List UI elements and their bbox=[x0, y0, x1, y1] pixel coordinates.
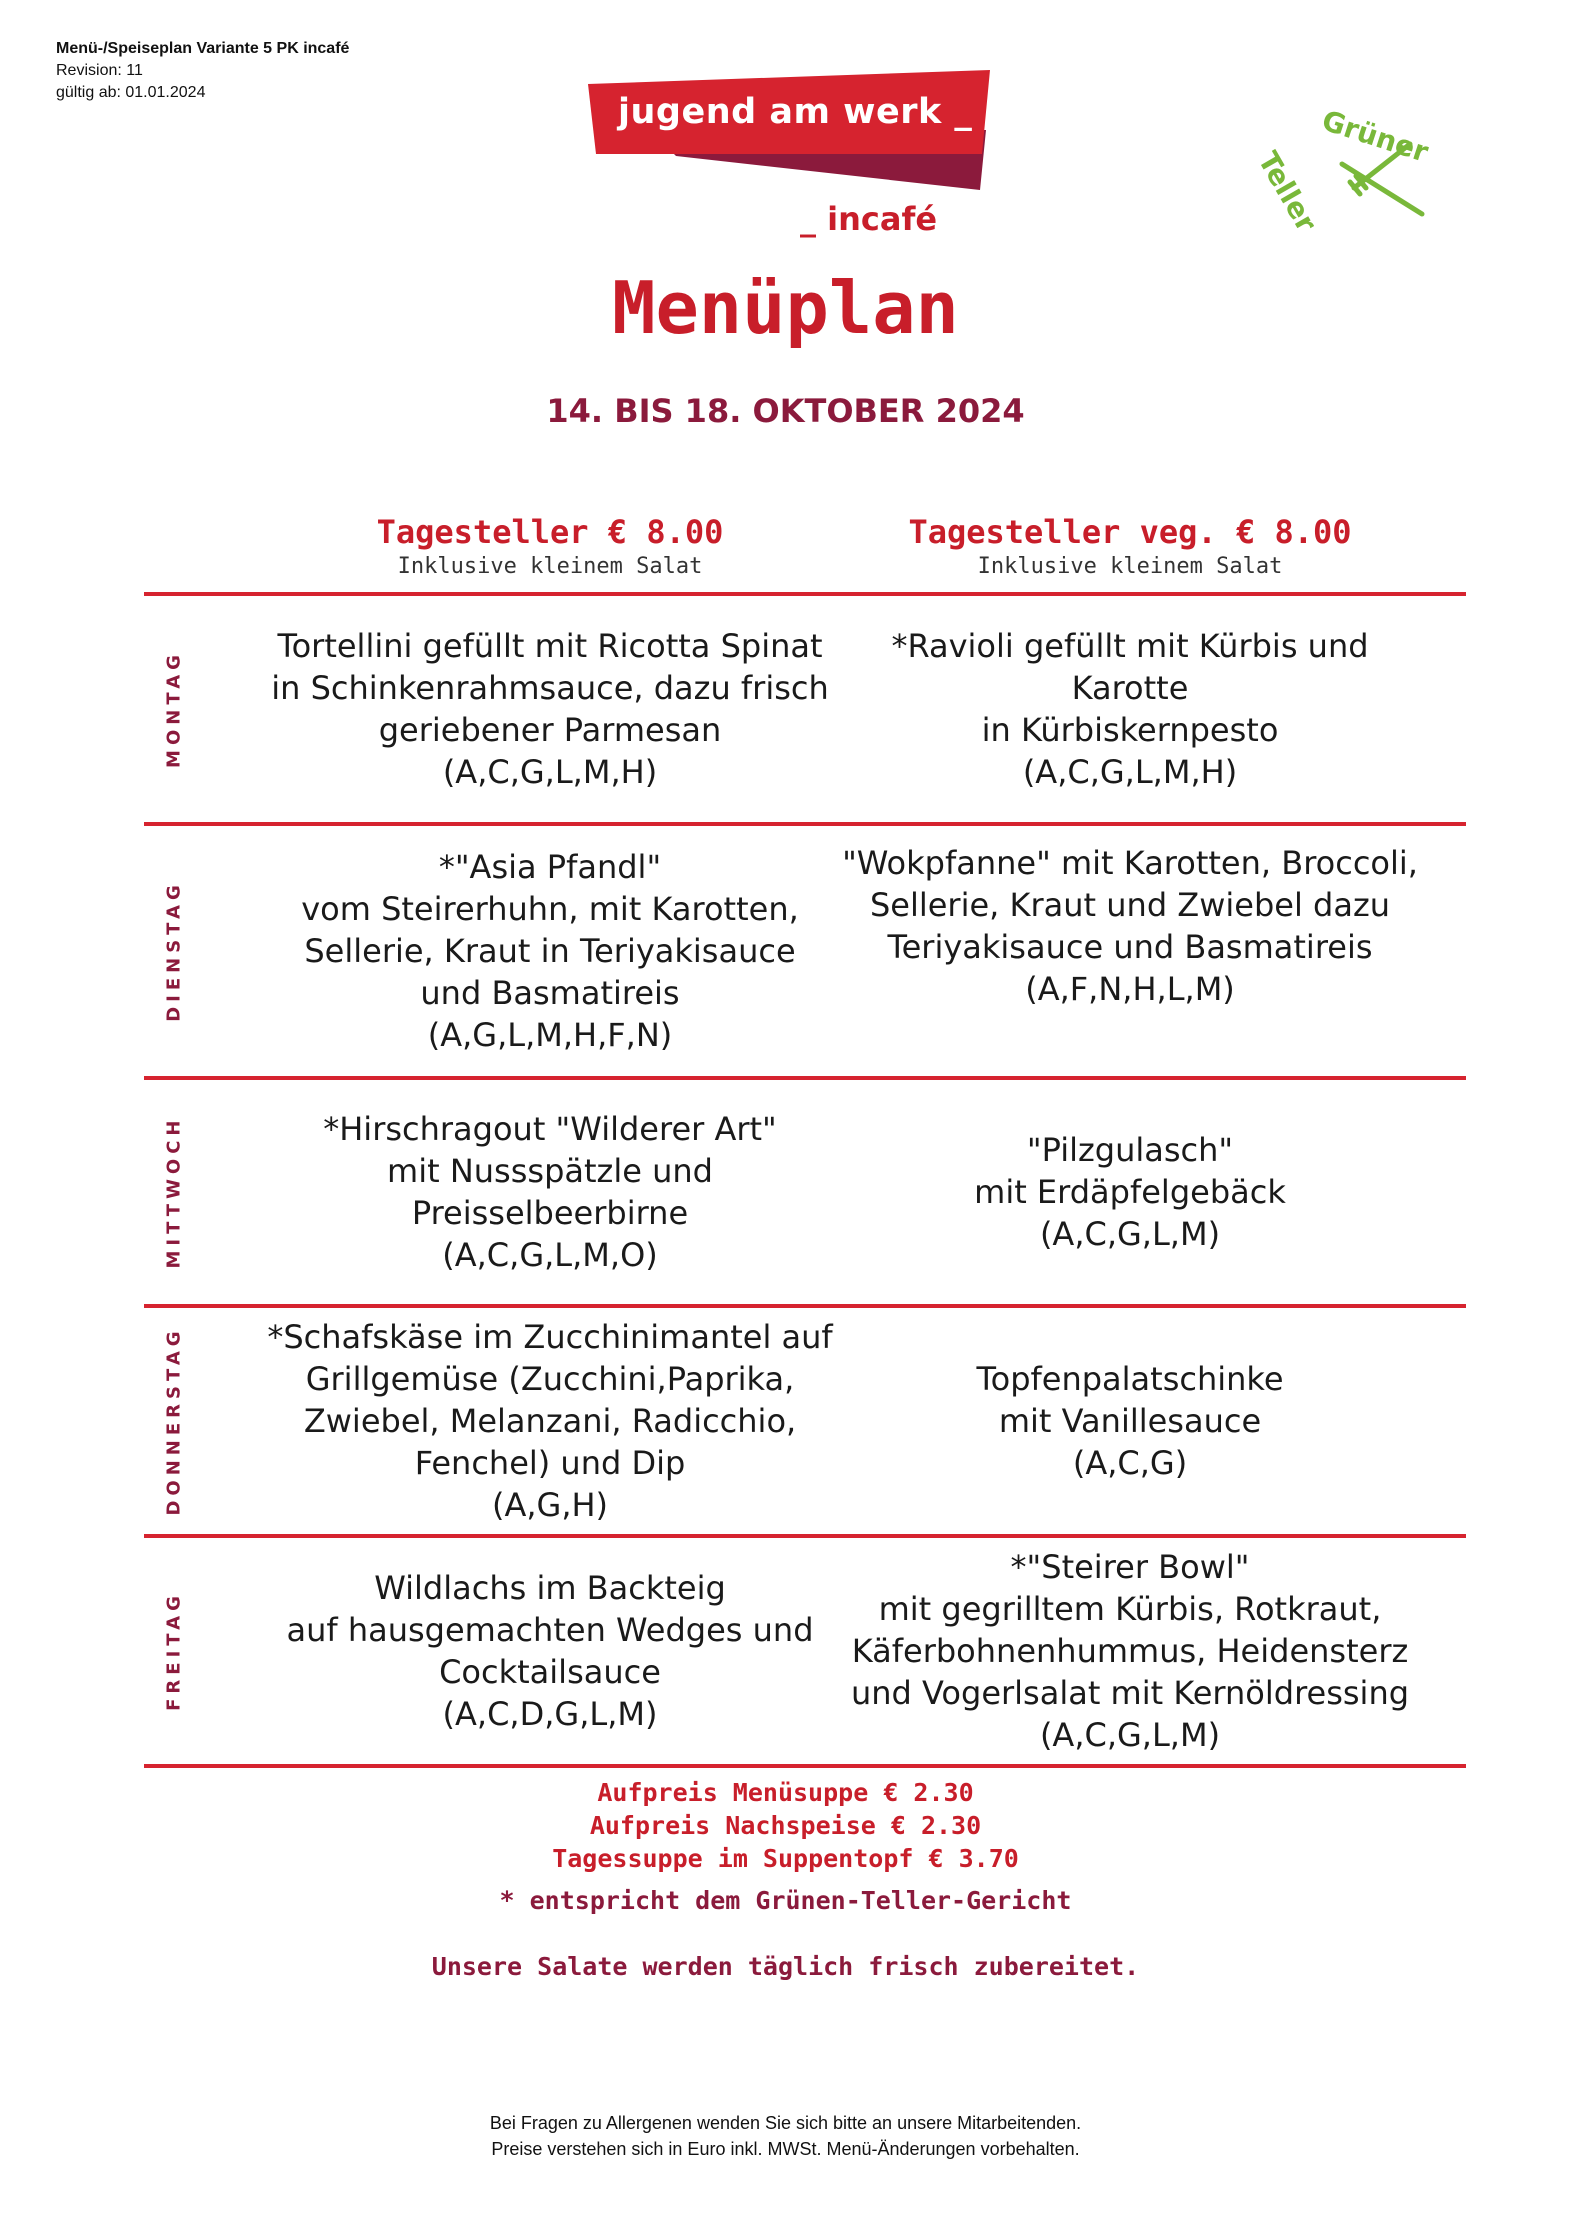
logo-banner-shape bbox=[588, 68, 998, 198]
surcharge-dessert: Aufpreis Nachspeise € 2.30 bbox=[589, 1811, 982, 1840]
gruener-teller-note: * entspricht dem Grünen-Teller-Gericht bbox=[499, 1886, 1072, 1915]
day-row-monday bbox=[144, 596, 1466, 822]
dish-line: auf hausgemachten Wedges und bbox=[286, 1611, 814, 1649]
day-row-tuesday bbox=[144, 826, 1466, 1076]
allergen-codes: (A,C,G) bbox=[1072, 1444, 1188, 1482]
dish-line: mit gegrilltem Kürbis, Rotkraut, bbox=[878, 1590, 1382, 1628]
allergen-codes: (A,C,G,L,M) bbox=[1039, 1215, 1221, 1253]
column-header-regular bbox=[270, 512, 830, 582]
column-subtitle: Inklusive kleinem Salat bbox=[977, 554, 1283, 579]
allergen-codes: (A,F,N,H,L,M) bbox=[1025, 970, 1235, 1008]
day-row-friday bbox=[144, 1538, 1466, 1764]
salad-note: Unsere Salate werden täglich frisch zubereitet. bbox=[431, 1952, 1140, 1981]
dish-line: Tortellini gefüllt mit Ricotta Spinat bbox=[277, 627, 823, 665]
day-row-wednesday bbox=[144, 1080, 1466, 1304]
dish-line: Zwiebel, Melanzani, Radicchio, bbox=[303, 1402, 797, 1440]
logo-brand-text: jugend am werk _ bbox=[618, 92, 973, 132]
divider bbox=[144, 1764, 1466, 1768]
surcharges bbox=[0, 1776, 1571, 1875]
footer bbox=[0, 2110, 1571, 2162]
footer-price-note: Preise verstehen sich in Euro inkl. MWSt. Menü-Änderungen vorbehalten. bbox=[491, 2139, 1080, 2159]
dish-line: *Ravioli gefüllt mit Kürbis und bbox=[891, 627, 1369, 665]
dish-line: Grillgemüse (Zucchini,Paprika, bbox=[305, 1360, 795, 1398]
dish-line: Sellerie, Kraut und Zwiebel dazu bbox=[869, 886, 1391, 924]
column-title: Tagesteller veg. € 8.00 bbox=[908, 513, 1352, 551]
dish-regular bbox=[271, 625, 829, 793]
day-label: FREITAG bbox=[163, 1591, 185, 1711]
dish-line: und Vogerlsalat mit Kernöldressing bbox=[850, 1674, 1410, 1712]
dish-vegetarian bbox=[842, 842, 1418, 1010]
day-label: MONTAG bbox=[163, 650, 185, 768]
allergen-codes: (A,C,G,L,M,H) bbox=[1022, 753, 1238, 791]
footer-allergen-note: Bei Fragen zu Allergenen wenden Sie sich bitte an unsere Mitarbeitenden. bbox=[489, 2113, 1082, 2133]
dish-line: Wildlachs im Backteig bbox=[374, 1569, 726, 1607]
day-label: DONNERSTAG bbox=[163, 1326, 185, 1516]
dish-vegetarian bbox=[977, 1358, 1284, 1484]
page-title: Menüplan bbox=[612, 266, 959, 350]
logo-incafe-text: _ incafé bbox=[800, 200, 938, 238]
dish-line: mit Vanillesauce bbox=[998, 1402, 1262, 1440]
dish-line: Sellerie, Kraut in Teriyakisauce bbox=[304, 932, 796, 970]
dish-line: Cocktailsauce bbox=[439, 1653, 661, 1691]
dish-vegetarian bbox=[851, 1546, 1409, 1756]
dish-line: *Hirschragout "Wilderer Art" bbox=[323, 1110, 777, 1148]
day-label: MITTWOCH bbox=[163, 1115, 185, 1269]
column-subtitle: Inklusive kleinem Salat bbox=[397, 554, 703, 579]
dish-line: in Kürbiskernpesto bbox=[981, 711, 1279, 749]
dish-line: "Pilzgulasch" bbox=[1026, 1131, 1234, 1169]
dish-line: und Basmatireis bbox=[420, 974, 680, 1012]
dish-line: Fenchel) und Dip bbox=[414, 1444, 686, 1482]
badge-word-teller: Teller bbox=[1251, 146, 1324, 238]
dish-line: vom Steirerhuhn, mit Karotten, bbox=[301, 890, 799, 928]
dish-line: Käferbohnenhummus, Heidensterz bbox=[851, 1632, 1409, 1670]
dish-line: *"Steirer Bowl" bbox=[1010, 1548, 1250, 1586]
dish-line: Preisselbeerbirne bbox=[411, 1194, 689, 1232]
surcharge-soup: Aufpreis Menüsuppe € 2.30 bbox=[597, 1778, 974, 1807]
dish-line: mit Erdäpfelgebäck bbox=[974, 1173, 1286, 1211]
dish-line: Karotte bbox=[1071, 669, 1189, 707]
dish-line: mit Nussspätzle und bbox=[387, 1152, 713, 1190]
allergen-codes: (A,C,G,L,M,H) bbox=[442, 753, 658, 791]
document-meta bbox=[56, 38, 349, 104]
dish-line: Teriyakisauce und Basmatireis bbox=[887, 928, 1373, 966]
allergen-codes: (A,G,H) bbox=[491, 1486, 609, 1524]
allergen-codes: (A,G,L,M,H,F,N) bbox=[427, 1016, 673, 1054]
dish-regular bbox=[301, 846, 799, 1056]
column-header-veg bbox=[850, 512, 1410, 582]
meta-revision: Revision: 11 bbox=[56, 62, 143, 79]
allergen-codes: (A,C,D,G,L,M) bbox=[442, 1695, 658, 1733]
day-row-thursday bbox=[144, 1308, 1466, 1534]
dish-vegetarian bbox=[974, 1129, 1286, 1255]
allergen-codes: (A,C,G,L,M) bbox=[1039, 1716, 1221, 1754]
surcharge-daily-soup: Tagessuppe im Suppentopf € 3.70 bbox=[552, 1844, 1019, 1873]
dish-vegetarian bbox=[891, 625, 1368, 793]
dish-line: *Schafskäse im Zucchinimantel auf bbox=[267, 1318, 833, 1356]
dish-line: geriebener Parmesan bbox=[378, 711, 722, 749]
day-label: DIENSTAG bbox=[163, 880, 185, 1022]
dish-regular bbox=[323, 1108, 777, 1276]
badge-word-gruener: Grüner bbox=[1318, 103, 1433, 169]
dish-line: in Schinkenrahmsauce, dazu frisch bbox=[271, 669, 829, 707]
date-range: 14. BIS 18. OKTOBER 2024 bbox=[546, 392, 1025, 430]
meta-title: Menü-/Speiseplan Variante 5 PK incafé bbox=[56, 40, 350, 57]
dish-line: Topfenpalatschinke bbox=[976, 1360, 1284, 1398]
column-title: Tagesteller € 8.00 bbox=[376, 513, 724, 551]
dish-line: *"Asia Pfandl" bbox=[438, 848, 662, 886]
allergen-codes: (A,C,G,L,M,O) bbox=[442, 1236, 658, 1274]
dish-regular bbox=[287, 1567, 814, 1735]
meta-valid-from: gültig ab: 01.01.2024 bbox=[56, 84, 206, 101]
dish-line: "Wokpfanne" mit Karotten, Broccoli, bbox=[842, 844, 1418, 882]
gruener-teller-badge bbox=[1251, 96, 1440, 238]
brand-logo bbox=[588, 68, 998, 248]
dish-regular bbox=[267, 1316, 832, 1526]
